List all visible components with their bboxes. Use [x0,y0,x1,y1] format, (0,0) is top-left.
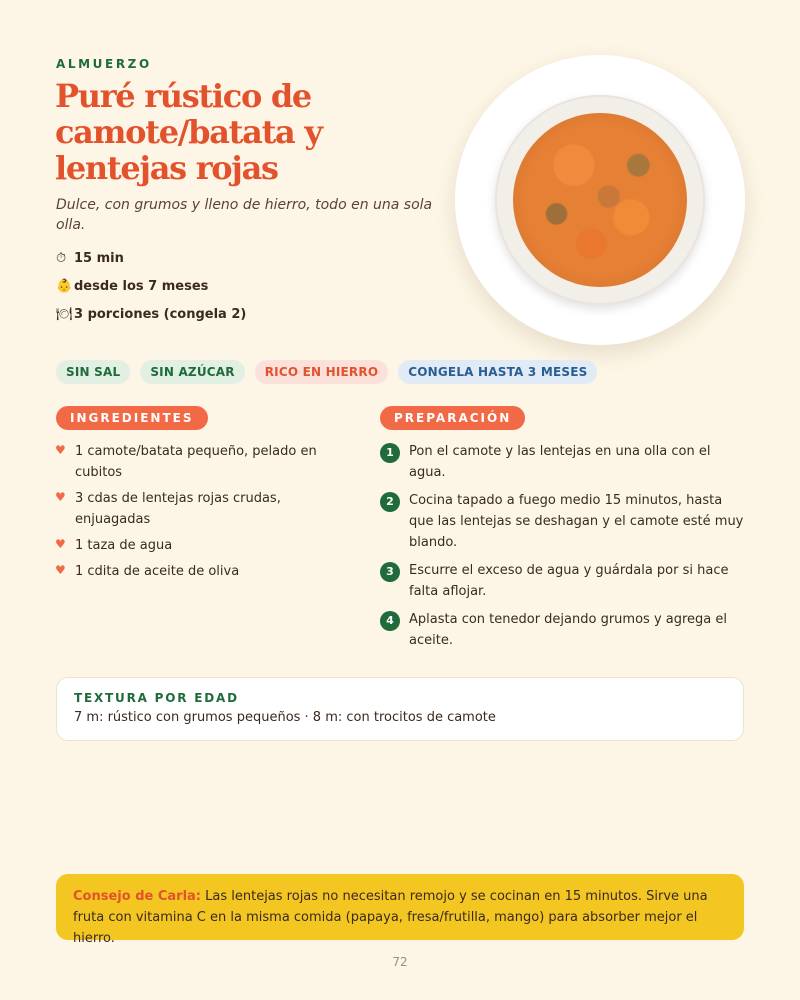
step-text: Aplasta con tenedor dejando grumos y agrega el aceite. [409,612,728,648]
plate-icon: 🍽 [56,307,73,322]
heart-icon: ♥ [55,443,66,457]
bowl [495,95,705,305]
texture-label: TEXTURA POR EDAD [74,691,239,705]
tip-label: Consejo de Carla: [73,889,201,904]
step-text: Pon el camote y las lentejas en una olla con el agua. [409,444,711,480]
recipe-subtitle: Dulce, con grumos y lleno de hierro, todo en una sola olla. [56,197,433,233]
ingredients-list [56,441,346,587]
tag-congela: CONGELA HASTA 3 MESES [398,360,597,384]
step-item [380,609,748,651]
ingredient-text: 1 camote/batata pequeño, pelado en cubitos [75,444,317,480]
timer-icon: ⏱ [56,251,67,266]
ingredient-text: 1 taza de agua [75,538,173,553]
step-item [380,560,748,602]
baby-icon: 👶 [56,279,73,294]
meta-servings-text: 3 porciones (congela 2) [74,307,247,322]
step-item [380,441,748,483]
meta-servings [56,307,246,322]
step-number: 3 [380,562,400,582]
list-item [56,441,346,483]
tag-rico-en-hierro: RICO EN HIERRO [255,360,389,384]
meta-age-text: desde los 7 meses [74,279,209,294]
heart-icon: ♥ [55,490,66,504]
step-number: 4 [380,611,400,631]
step-number: 2 [380,492,400,512]
meta-time-text: 15 min [74,251,124,266]
list-item [56,535,346,556]
step-text: Cocina tapado a fuego medio 15 minutos, hasta que las lentejas se deshagan y el camote esté muy blando. [409,493,744,550]
heart-icon: ♥ [55,537,66,551]
tip-box [56,874,744,946]
list-item [56,488,346,530]
texture-text: 7 m: rústico con grumos pequeños · 8 m: con trocitos de camote [74,710,496,725]
meta-time [56,251,124,266]
preparation-list [380,441,748,658]
tag-sin-sal: SIN SAL [56,360,130,384]
recipe-category: ALMUERZO [56,57,152,71]
ingredients-heading: INGREDIENTES [56,406,208,430]
puree [513,113,687,287]
recipe-title: Puré rústico de camote/batata y lentejas rojas [55,77,322,187]
tip-text: Las lentejas rojas no necesitan remojo y se cocinan en 15 minutos. Sirve una fruta con vitamina C en la misma comida (papaya, fresa/frutilla, mango) para absorber mejor el hierro. [73,889,708,946]
list-item [56,561,346,582]
preparation-heading: PREPARACIÓN [380,406,525,430]
tag-list [56,360,597,384]
step-number: 1 [380,443,400,463]
ingredient-text: 1 cdita de aceite de oliva [75,564,240,579]
recipe-photo [455,55,745,345]
heart-icon: ♥ [55,563,66,577]
page-number: 72 [392,955,408,969]
meta-age [56,279,208,294]
step-text: Escurre el exceso de agua y guárdala por si hace falta aflojar. [409,563,729,599]
ingredient-text: 3 cdas de lentejas rojas crudas, enjuagadas [75,491,281,527]
tag-sin-azucar: SIN AZÚCAR [140,360,244,384]
step-item [380,490,748,553]
texture-box [56,677,744,741]
